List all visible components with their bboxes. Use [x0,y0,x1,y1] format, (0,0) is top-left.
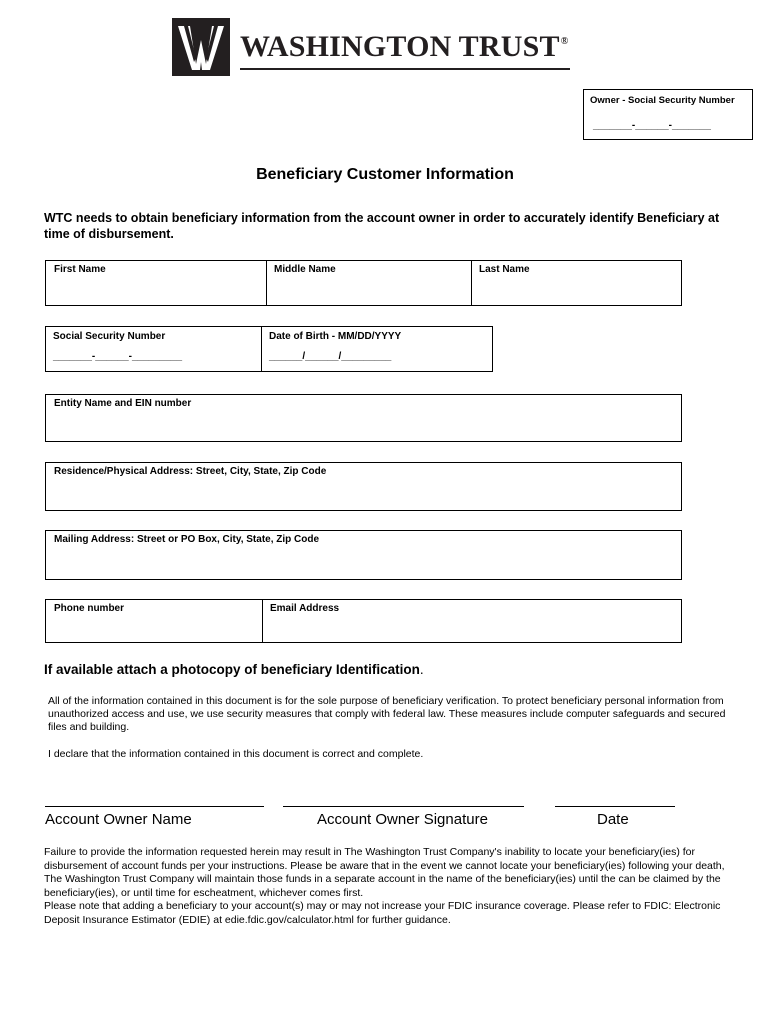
owner-signature-label: Account Owner Signature [317,811,488,828]
mailing-label: Mailing Address: Street or PO Box, City, State, Zip Code [54,534,320,545]
footer-disclaimer [44,846,734,928]
dob-label: Date of Birth - MM/DD/YYYY [269,331,402,342]
privacy-text: All of the information contained in this document is for the sole purpose of beneficiary verification. To protect beneficiary personal information from unauthorized access and use, we use security measures that comply with federal law. These measures include computer safeguards and secured files and building. [48,695,726,733]
residence-label: Residence/Physical Address: Street, City, State, Zip Code [54,466,327,477]
logo-underline [240,68,570,70]
email-label: Email Address [270,603,340,614]
ssn-field[interactable]: _______-______-_________ [53,351,183,362]
attach-heading: If available attach a photocopy of beneficiary Identification. [44,662,424,677]
washington-trust-logo-icon [172,18,230,76]
entity-field[interactable] [45,394,682,442]
last-name-cell[interactable] [471,261,530,305]
date-line[interactable] [555,806,675,807]
middle-name-label: Middle Name [274,264,336,275]
residence-address-field[interactable] [45,462,682,511]
email-cell[interactable] [262,600,340,642]
owner-ssn-box [583,89,753,140]
phone-label: Phone number [54,603,125,614]
first-name-label: First Name [54,264,106,275]
fdic-note: Please note that adding a beneficiary to your account(s) may or may not increase your FDIC insurance coverage. Please refer to FDIC: Electronic Deposit Insurance Estimator (EDIE) at edie.fdic.gov/calculator.html for further guidance. [44,900,721,926]
intro-text: WTC needs to obtain beneficiary information from the account owner in order to accurately identify Beneficiary at time of disbursement. [44,211,720,241]
name-row [45,260,682,306]
date-label: Date [597,811,629,828]
owner-name-label: Account Owner Name [45,811,192,828]
logo-wordmark: WASHINGTON TRUST® [240,30,569,63]
form-title: Beneficiary Customer Information [256,166,514,183]
owner-name-line[interactable] [45,806,264,807]
ssn-dob-row [45,326,493,372]
owner-ssn-field[interactable]: _______-______-_______ [593,120,711,131]
ssn-label: Social Security Number [53,331,166,342]
phone-email-row [45,599,682,643]
last-name-label: Last Name [479,264,530,275]
declaration-text: I declare that the information contained in this document is correct and complete. [48,748,424,760]
mailing-address-field[interactable] [45,530,682,580]
owner-signature-line[interactable] [283,806,524,807]
dob-field[interactable]: ______/______/_________ [269,351,392,362]
dob-cell [261,327,402,371]
disclaimer-text: Failure to provide the information requested herein may result in The Washington Trust Company's inability to locate your beneficiary(ies) for disbursement of account funds per your instructions. Please be aware that in the event we cannot locate your beneficiary(ies) following your death, The Washington Trust Company will maintain those funds in a separate account in the name of the beneficiary(ies) until the can be claimed by the beneficiary(ies), or until time for escheatment, whichever comes first. [44,846,725,899]
owner-ssn-label: Owner - Social Security Number [590,95,735,106]
entity-label: Entity Name and EIN number [54,398,192,409]
middle-name-cell[interactable] [266,261,336,305]
